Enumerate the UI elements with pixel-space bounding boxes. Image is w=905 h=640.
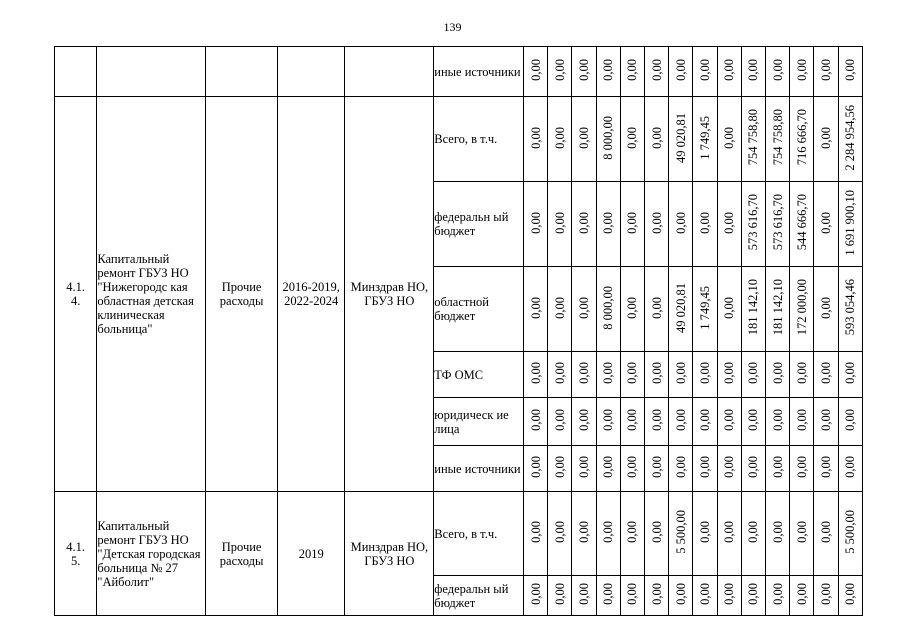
- funding-source: ТФ ОМС: [434, 352, 524, 398]
- value-cell: [741, 267, 765, 352]
- value-text: 754 758,80: [770, 109, 785, 166]
- value-text: 0,00: [843, 583, 858, 605]
- value-cell: [620, 446, 644, 492]
- value-cell: [669, 492, 693, 576]
- value-text: 0,00: [819, 521, 834, 543]
- value-text: 0,00: [698, 362, 713, 384]
- value-text: 8 000,00: [601, 285, 616, 330]
- value-text: 0,00: [649, 211, 664, 234]
- value-text: 0,00: [746, 521, 761, 543]
- value-cell: [717, 492, 741, 576]
- value-text: 181 142,10: [746, 279, 761, 336]
- value-text: 0,00: [528, 126, 543, 149]
- value-text: 0,00: [601, 211, 616, 234]
- funding-source: федеральн ый бюджет: [434, 576, 524, 616]
- value-text: 754 758,80: [746, 109, 761, 166]
- value-text: 0,00: [552, 59, 567, 81]
- value-cell: [669, 352, 693, 398]
- value-text: 0,00: [673, 211, 688, 234]
- value-text: 0,00: [722, 456, 737, 478]
- value-cell: [620, 182, 644, 267]
- value-cell: [645, 47, 669, 97]
- item-number: [55, 97, 97, 492]
- item-number-line: 4.: [70, 294, 81, 308]
- value-cell: [717, 576, 741, 616]
- value-cell: [717, 47, 741, 97]
- value-cell: [620, 352, 644, 398]
- value-cell: [645, 352, 669, 398]
- value-cell: [814, 446, 838, 492]
- value-text: 0,00: [746, 59, 761, 81]
- value-text: 0,00: [722, 362, 737, 384]
- value-cell: [838, 47, 862, 97]
- value-text: 0,00: [528, 59, 543, 81]
- value-cell: [741, 182, 765, 267]
- value-cell: [717, 182, 741, 267]
- value-cell: [596, 492, 620, 576]
- value-text: 544 666,70: [794, 194, 809, 251]
- funding-source: областной бюджет: [434, 267, 524, 352]
- value-cell: [645, 576, 669, 616]
- value-cell: [596, 97, 620, 182]
- value-cell: [572, 182, 596, 267]
- value-text: 0,00: [770, 456, 785, 478]
- value-text: 8 000,00: [601, 115, 616, 160]
- value-cell: [766, 97, 790, 182]
- value-cell: [548, 97, 572, 182]
- value-text: 0,00: [819, 583, 834, 605]
- funding-source: иные источники: [434, 446, 524, 492]
- value-cell: [548, 492, 572, 576]
- value-cell: [766, 182, 790, 267]
- value-text: 0,00: [746, 409, 761, 431]
- value-text: 0,00: [673, 583, 688, 605]
- value-text: 716 666,70: [794, 109, 809, 166]
- value-text: 0,00: [794, 521, 809, 543]
- value-text: 0,00: [722, 126, 737, 149]
- value-text: 0,00: [673, 456, 688, 478]
- value-text: 0,00: [673, 409, 688, 431]
- value-text: 181 142,10: [770, 279, 785, 336]
- value-text: 0,00: [649, 409, 664, 431]
- value-text: 0,00: [698, 521, 713, 543]
- value-cell: [717, 352, 741, 398]
- value-cell: [693, 446, 717, 492]
- empty-cell: [206, 47, 278, 97]
- value-cell: [766, 398, 790, 446]
- value-text: 0,00: [577, 521, 592, 543]
- value-text: 172 000,00: [794, 279, 809, 336]
- value-text: 0,00: [625, 59, 640, 81]
- value-cell: [524, 398, 548, 446]
- value-text: 0,00: [843, 409, 858, 431]
- value-text: 593 054,46: [843, 279, 858, 336]
- value-text: 0,00: [552, 456, 567, 478]
- value-cell: [766, 47, 790, 97]
- value-cell: [669, 398, 693, 446]
- value-cell: [741, 352, 765, 398]
- value-text: 0,00: [794, 362, 809, 384]
- value-text: 0,00: [722, 409, 737, 431]
- value-cell: [645, 398, 669, 446]
- value-cell: [548, 398, 572, 446]
- item-name: Капитальный ремонт ГБУЗ НО "Нижегородс кая областная детская клиническая больница": [97, 97, 206, 492]
- value-text: 0,00: [770, 583, 785, 605]
- value-cell: [838, 576, 862, 616]
- value-text: 0,00: [625, 211, 640, 234]
- value-cell: [814, 576, 838, 616]
- value-text: 0,00: [746, 362, 761, 384]
- value-cell: [693, 352, 717, 398]
- value-cell: [572, 267, 596, 352]
- value-text: 0,00: [601, 583, 616, 605]
- value-cell: [693, 47, 717, 97]
- value-text: 49 020,81: [673, 282, 688, 333]
- value-cell: [814, 182, 838, 267]
- value-text: 0,00: [552, 362, 567, 384]
- value-text: 49 020,81: [673, 112, 688, 163]
- value-cell: [524, 352, 548, 398]
- value-text: 0,00: [625, 362, 640, 384]
- value-cell: [693, 182, 717, 267]
- value-cell: [814, 97, 838, 182]
- value-text: 0,00: [819, 126, 834, 149]
- value-cell: [669, 47, 693, 97]
- value-cell: [669, 446, 693, 492]
- value-text: 0,00: [528, 362, 543, 384]
- value-cell: [524, 446, 548, 492]
- item-executor: Минздрав НО, ГБУЗ НО: [345, 492, 434, 616]
- value-text: 0,00: [528, 211, 543, 234]
- value-text: 5 500,00: [843, 510, 858, 554]
- value-text: 0,00: [577, 126, 592, 149]
- value-cell: [524, 97, 548, 182]
- value-cell: [596, 398, 620, 446]
- value-cell: [669, 97, 693, 182]
- page-number: 139: [443, 20, 462, 34]
- value-cell: [596, 47, 620, 97]
- value-cell: [790, 267, 814, 352]
- value-text: 0,00: [770, 409, 785, 431]
- value-text: 0,00: [819, 296, 834, 319]
- empty-cell: [277, 47, 345, 97]
- value-cell: [766, 492, 790, 576]
- value-cell: [717, 398, 741, 446]
- value-text: 1 749,45: [698, 285, 713, 330]
- value-text: 0,00: [698, 456, 713, 478]
- value-cell: [669, 576, 693, 616]
- value-cell: [814, 492, 838, 576]
- value-cell: [766, 446, 790, 492]
- value-cell: [596, 352, 620, 398]
- value-cell: [572, 576, 596, 616]
- value-text: 0,00: [625, 583, 640, 605]
- value-cell: [790, 47, 814, 97]
- value-cell: [814, 267, 838, 352]
- value-text: 2 284 954,56: [843, 104, 858, 171]
- value-cell: [645, 446, 669, 492]
- value-cell: [596, 267, 620, 352]
- value-cell: [524, 267, 548, 352]
- value-text: 0,00: [625, 126, 640, 149]
- value-cell: [645, 182, 669, 267]
- value-cell: [838, 97, 862, 182]
- value-text: 0,00: [843, 59, 858, 81]
- value-cell: [838, 352, 862, 398]
- value-text: 0,00: [601, 59, 616, 81]
- value-cell: [548, 576, 572, 616]
- value-text: 0,00: [649, 583, 664, 605]
- value-cell: [741, 47, 765, 97]
- value-text: 0,00: [625, 456, 640, 478]
- value-text: 0,00: [552, 583, 567, 605]
- value-text: 0,00: [698, 409, 713, 431]
- item-number-line: 4.1.: [66, 280, 86, 294]
- value-text: 0,00: [819, 211, 834, 234]
- value-text: 0,00: [698, 59, 713, 81]
- value-cell: [572, 492, 596, 576]
- value-text: 0,00: [649, 521, 664, 543]
- empty-cell: [55, 47, 97, 97]
- value-text: 0,00: [819, 362, 834, 384]
- value-cell: [596, 182, 620, 267]
- value-text: 0,00: [673, 59, 688, 81]
- value-cell: [620, 267, 644, 352]
- value-text: 0,00: [649, 59, 664, 81]
- value-text: 0,00: [625, 521, 640, 543]
- value-text: 0,00: [601, 409, 616, 431]
- value-cell: [790, 182, 814, 267]
- value-text: 0,00: [746, 456, 761, 478]
- budget-table: [54, 46, 863, 616]
- value-text: 0,00: [528, 456, 543, 478]
- item-years: 2016-2019, 2022-2024: [277, 97, 345, 492]
- value-cell: [645, 97, 669, 182]
- value-cell: [838, 492, 862, 576]
- value-text: 0,00: [552, 521, 567, 543]
- value-text: 0,00: [577, 296, 592, 319]
- value-text: 5 500,00: [673, 510, 688, 554]
- value-cell: [620, 398, 644, 446]
- value-text: 0,00: [819, 456, 834, 478]
- value-text: 0,00: [552, 409, 567, 431]
- value-cell: [548, 182, 572, 267]
- value-text: 573 616,70: [770, 194, 785, 251]
- value-text: 0,00: [698, 583, 713, 605]
- value-cell: [717, 267, 741, 352]
- value-cell: [838, 182, 862, 267]
- item-category: Прочие расходы: [206, 97, 278, 492]
- value-cell: [620, 576, 644, 616]
- value-text: 0,00: [528, 409, 543, 431]
- value-cell: [717, 446, 741, 492]
- value-cell: [693, 267, 717, 352]
- value-text: 0,00: [843, 362, 858, 384]
- value-cell: [741, 398, 765, 446]
- value-text: 0,00: [601, 521, 616, 543]
- value-cell: [766, 267, 790, 352]
- value-cell: [814, 47, 838, 97]
- item-number-line: 4.1.: [66, 539, 86, 554]
- empty-cell: [345, 47, 434, 97]
- value-cell: [548, 47, 572, 97]
- value-text: 0,00: [528, 583, 543, 605]
- value-cell: [717, 97, 741, 182]
- value-text: 0,00: [722, 583, 737, 605]
- value-text: 0,00: [794, 456, 809, 478]
- value-cell: [620, 492, 644, 576]
- value-cell: [693, 398, 717, 446]
- value-text: 0,00: [794, 59, 809, 81]
- value-text: 0,00: [577, 456, 592, 478]
- funding-source: иные источники: [434, 47, 524, 97]
- value-cell: [548, 446, 572, 492]
- item-number: [55, 492, 97, 616]
- value-text: 0,00: [528, 296, 543, 319]
- value-text: 0,00: [625, 409, 640, 431]
- item-name: Капитальный ремонт ГБУЗ НО "Детская городская больница № 27 "Айболит": [97, 492, 206, 616]
- value-text: 0,00: [577, 409, 592, 431]
- value-text: 0,00: [770, 521, 785, 543]
- value-text: 0,00: [625, 296, 640, 319]
- value-text: 573 616,70: [746, 194, 761, 251]
- value-cell: [548, 352, 572, 398]
- value-cell: [790, 398, 814, 446]
- value-cell: [524, 492, 548, 576]
- funding-source: Всего, в т.ч.: [434, 97, 524, 182]
- value-text: 0,00: [528, 521, 543, 543]
- value-text: 0,00: [673, 362, 688, 384]
- value-cell: [669, 267, 693, 352]
- value-text: 0,00: [722, 521, 737, 543]
- funding-source: юридическ ие лица: [434, 398, 524, 446]
- value-text: 0,00: [649, 296, 664, 319]
- value-cell: [693, 576, 717, 616]
- value-text: 0,00: [794, 583, 809, 605]
- value-text: 0,00: [649, 126, 664, 149]
- value-cell: [693, 492, 717, 576]
- value-cell: [572, 97, 596, 182]
- value-cell: [572, 352, 596, 398]
- value-text: 0,00: [649, 456, 664, 478]
- value-text: 0,00: [698, 211, 713, 234]
- value-cell: [766, 576, 790, 616]
- value-cell: [838, 446, 862, 492]
- value-cell: [838, 398, 862, 446]
- value-text: 0,00: [601, 362, 616, 384]
- value-cell: [524, 182, 548, 267]
- value-cell: [693, 97, 717, 182]
- value-cell: [572, 47, 596, 97]
- funding-source: Всего, в т.ч.: [434, 492, 524, 576]
- value-text: 0,00: [819, 409, 834, 431]
- value-cell: [620, 47, 644, 97]
- value-cell: [572, 446, 596, 492]
- value-text: 0,00: [577, 59, 592, 81]
- empty-cell: [97, 47, 206, 97]
- value-cell: [741, 446, 765, 492]
- value-text: 0,00: [722, 59, 737, 81]
- item-category: Прочие расходы: [206, 492, 278, 616]
- value-cell: [620, 97, 644, 182]
- value-text: 0,00: [577, 583, 592, 605]
- value-cell: [524, 576, 548, 616]
- value-cell: [741, 492, 765, 576]
- value-cell: [741, 97, 765, 182]
- value-text: 0,00: [649, 362, 664, 384]
- value-cell: [741, 576, 765, 616]
- table-row: [55, 492, 863, 576]
- value-text: 0,00: [577, 362, 592, 384]
- value-cell: [524, 47, 548, 97]
- item-number-line: 5.: [70, 553, 81, 568]
- value-text: 0,00: [770, 362, 785, 384]
- value-text: 0,00: [552, 211, 567, 234]
- value-cell: [814, 398, 838, 446]
- funding-source: федеральн ый бюджет: [434, 182, 524, 267]
- value-cell: [790, 576, 814, 616]
- value-text: 0,00: [843, 456, 858, 478]
- value-cell: [572, 398, 596, 446]
- value-cell: [790, 352, 814, 398]
- value-text: 1 691 900,10: [843, 189, 858, 256]
- value-cell: [790, 492, 814, 576]
- item-executor: Минздрав НО, ГБУЗ НО: [345, 97, 434, 492]
- value-text: 0,00: [746, 583, 761, 605]
- value-cell: [790, 97, 814, 182]
- value-text: 0,00: [722, 211, 737, 234]
- value-text: 0,00: [552, 126, 567, 149]
- value-cell: [645, 267, 669, 352]
- value-cell: [596, 446, 620, 492]
- value-cell: [596, 576, 620, 616]
- value-text: 0,00: [819, 59, 834, 81]
- value-text: 0,00: [601, 456, 616, 478]
- value-text: 0,00: [770, 59, 785, 81]
- value-cell: [669, 182, 693, 267]
- value-cell: [766, 352, 790, 398]
- value-cell: [790, 446, 814, 492]
- value-text: 0,00: [722, 296, 737, 319]
- value-cell: [645, 492, 669, 576]
- item-years: 2019: [277, 492, 345, 616]
- table-row: [55, 97, 863, 182]
- value-cell: [548, 267, 572, 352]
- value-cell: [814, 352, 838, 398]
- value-text: 0,00: [794, 409, 809, 431]
- value-cell: [838, 267, 862, 352]
- table-row: [55, 47, 863, 97]
- value-text: 0,00: [552, 296, 567, 319]
- value-text: 1 749,45: [698, 115, 713, 160]
- value-text: 0,00: [577, 211, 592, 234]
